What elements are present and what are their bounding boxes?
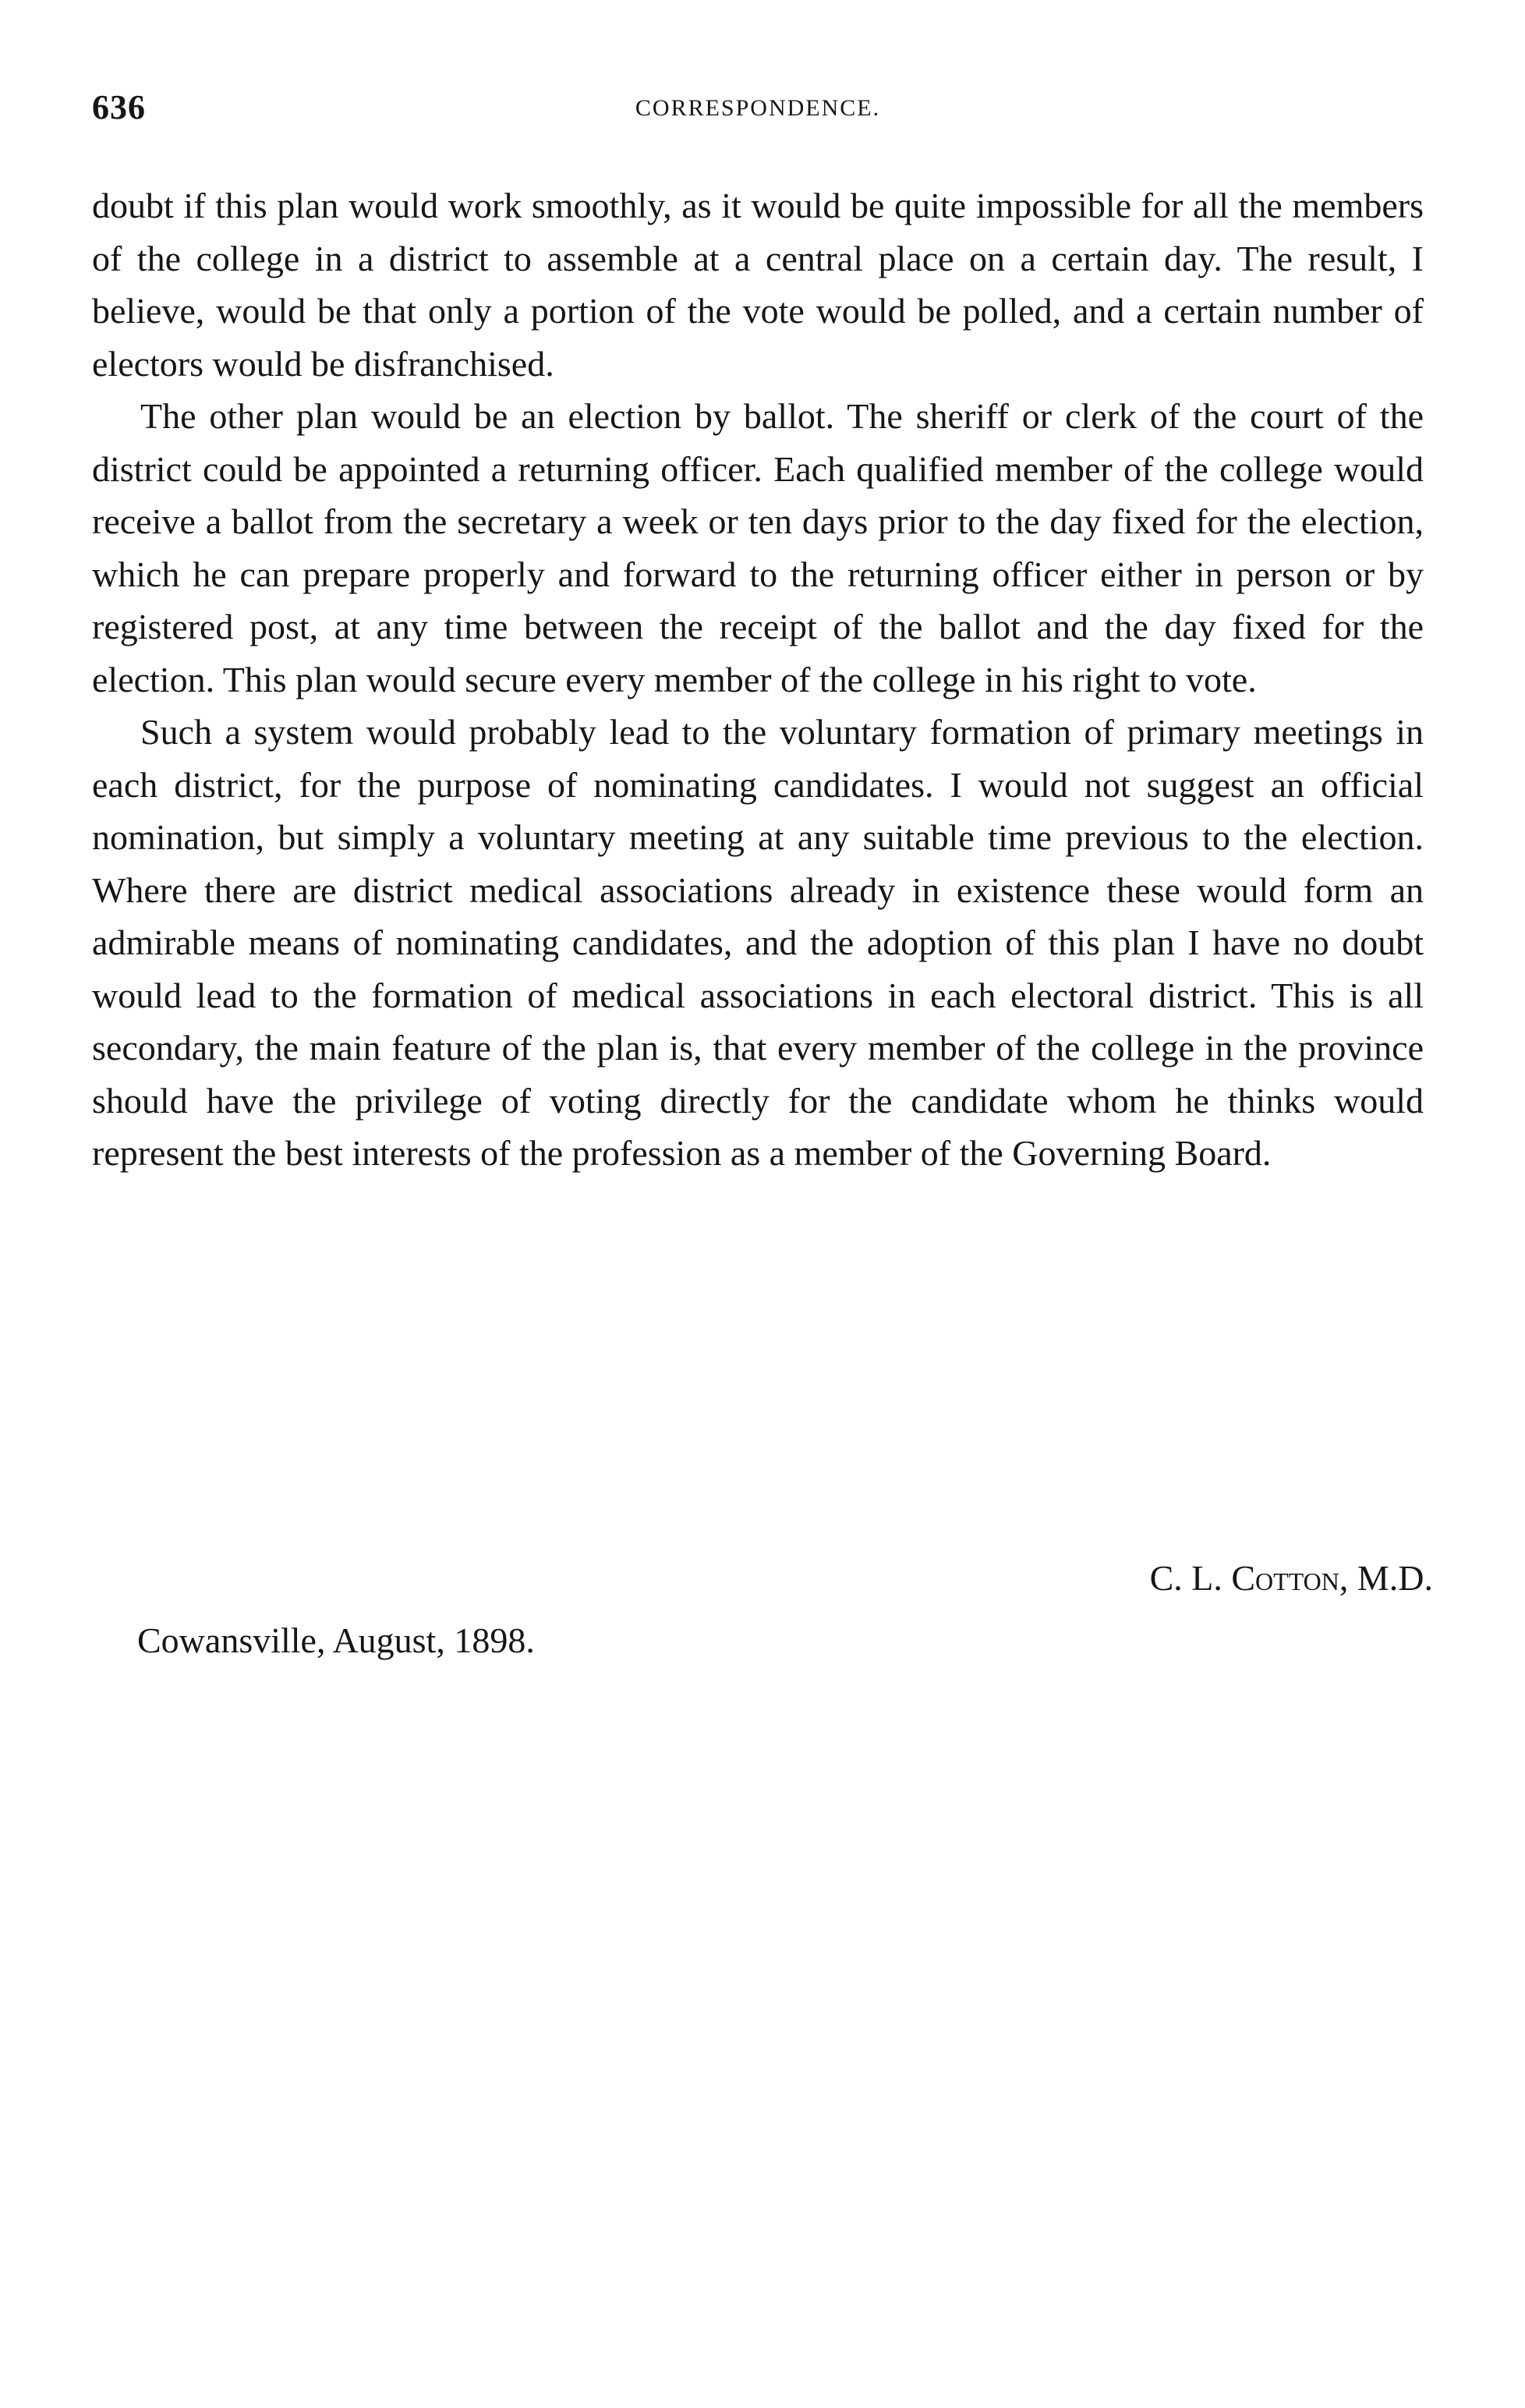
signature: C. L. Cotton, M.D. [1149, 1558, 1433, 1598]
page-header [92, 87, 1424, 134]
paragraph: The other plan would be an election by ballot. The sheriff or clerk of the court of the district could be appointed a returning officer. Each qualified member of the college would receive a ballot from the secretary a week or ten days prior to the day fixed for the election, which he can prepare properly and forward to the returning officer either in person or by registered post, at any time between the receipt of the ballot and the day fixed for the election. This plan would secure every member of the college in his right to vote. [92, 396, 1424, 699]
paragraph: doubt if this plan would work smoothly, as it would be quite impossible for all the members of the college in a district to assemble at a central place on a certain day. The result, I believe, would be that only a portion of the vote would be polled, and a certain number of electors would be disfranchised. [92, 186, 1424, 384]
letter-body [92, 179, 1424, 1180]
page-number: 636 [92, 88, 146, 126]
running-head: CORRESPONDENCE. [635, 95, 881, 121]
paragraph: Such a system would probably lead to the voluntary formation of primary meetings in each district, for the purpose of nominating candidates. I would not suggest an official nomination, but simply a voluntary meeting at any suitable time previous to the election. Where there are district medical associations already in existence these would form an admirable means of nominating candidates, and the adoption of this plan I have no doubt would lead to the formation of medical associations in each electoral district. This is all secondary, the main feature of the plan is, that every member of the college in the province should have the privilege of voting directly for the candidate whom he thinks would represent the best interests of the profession as a member of the Governing Board. [92, 712, 1424, 1173]
dateline: Cowansville, August, 1898. [137, 1620, 535, 1660]
